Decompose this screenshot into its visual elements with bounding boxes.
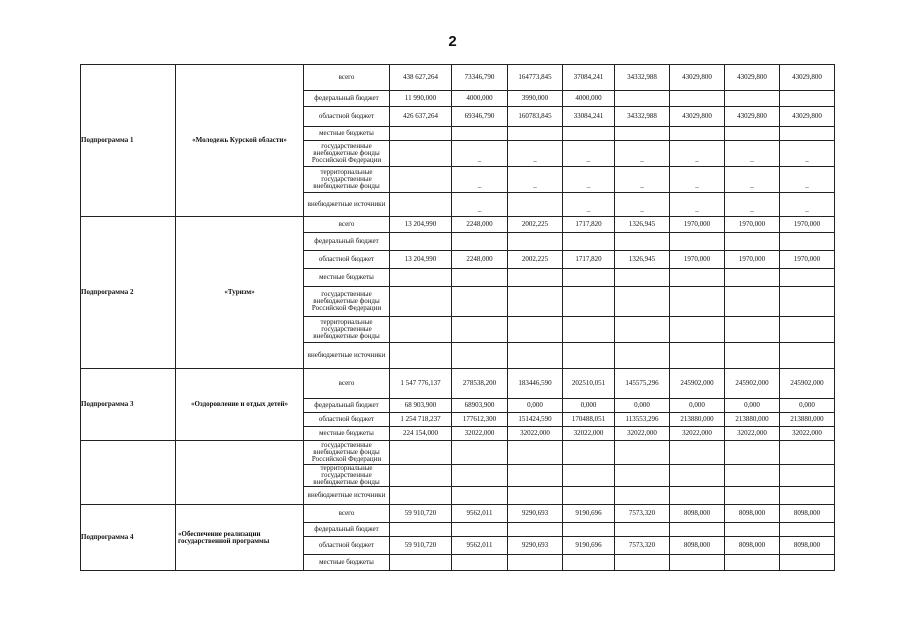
value-cell <box>508 317 563 343</box>
value-cell: 9190,696 <box>563 537 615 555</box>
value-cell: 151424,590 <box>508 413 563 427</box>
value-cell <box>780 441 835 465</box>
funding-source-cell: всего <box>304 369 390 399</box>
value-cell <box>390 193 452 217</box>
value-cell <box>615 465 670 487</box>
value-cell <box>670 555 725 571</box>
value-cell <box>452 555 508 571</box>
value-cell <box>725 343 780 369</box>
value-cell <box>725 317 780 343</box>
value-cell <box>390 287 452 317</box>
value-cell: 32022,000 <box>508 427 563 441</box>
value-cell <box>563 287 615 317</box>
value-cell: 43029,800 <box>780 107 835 127</box>
value-cell <box>563 487 615 505</box>
value-cell: 0,000 <box>563 399 615 413</box>
value-cell: 1970,000 <box>780 251 835 269</box>
value-cell: 1970,000 <box>670 251 725 269</box>
value-cell <box>615 343 670 369</box>
value-cell <box>508 465 563 487</box>
funding-source-cell: государственные внебюджетные фонды Российской Федерации <box>304 441 390 465</box>
value-cell: 43029,800 <box>725 107 780 127</box>
value-cell: 43029,800 <box>725 65 780 91</box>
value-cell: – <box>780 167 835 193</box>
value-cell: 177612,300 <box>452 413 508 427</box>
value-cell: 43029,800 <box>780 65 835 91</box>
value-cell <box>780 465 835 487</box>
value-cell <box>780 317 835 343</box>
funding-source-cell: внебюджетные источники <box>304 487 390 505</box>
table-row <box>81 217 835 233</box>
value-cell <box>390 441 452 465</box>
value-cell <box>670 441 725 465</box>
value-cell <box>452 523 508 537</box>
value-cell: – <box>615 193 670 217</box>
value-cell <box>508 441 563 465</box>
value-cell: 0,000 <box>670 399 725 413</box>
value-cell <box>390 465 452 487</box>
value-cell <box>670 487 725 505</box>
value-cell <box>390 167 452 193</box>
value-cell: 438 627,264 <box>390 65 452 91</box>
value-cell: 34332,988 <box>615 107 670 127</box>
value-cell: 2248,000 <box>452 251 508 269</box>
page-number: 2 <box>448 33 457 50</box>
value-cell: – <box>452 141 508 167</box>
funding-source-cell: территориальные государственные внебюджетные фонды <box>304 317 390 343</box>
value-cell: 37084,241 <box>563 65 615 91</box>
value-cell: 164773,845 <box>508 65 563 91</box>
value-cell: 68 903,900 <box>390 399 452 413</box>
funding-source-cell: местные бюджеты <box>304 127 390 141</box>
value-cell <box>452 287 508 317</box>
funding-source-cell: всего <box>304 217 390 233</box>
value-cell: 170488,051 <box>563 413 615 427</box>
funding-source-cell: областной бюджет <box>304 413 390 427</box>
value-cell: 34332,988 <box>615 65 670 91</box>
value-cell: – <box>670 141 725 167</box>
value-cell: – <box>780 193 835 217</box>
value-cell <box>780 127 835 141</box>
funding-source-cell: государственные внебюджетные фонды Российской Федерации <box>304 141 390 167</box>
value-cell: 1326,945 <box>615 251 670 269</box>
value-cell: 43029,800 <box>670 107 725 127</box>
value-cell <box>563 523 615 537</box>
value-cell <box>452 441 508 465</box>
value-cell <box>670 465 725 487</box>
value-cell: 13 204,990 <box>390 251 452 269</box>
funding-source-cell: местные бюджеты <box>304 269 390 287</box>
value-cell: 32022,000 <box>452 427 508 441</box>
value-cell <box>615 317 670 343</box>
funding-source-cell: территориальные государственные внебюджетные фонды <box>304 465 390 487</box>
value-cell <box>615 233 670 251</box>
value-cell: 11 990,000 <box>390 91 452 107</box>
program-cell: Подпрограмма 4 <box>81 505 176 571</box>
value-cell <box>390 555 452 571</box>
funding-source-cell: всего <box>304 505 390 523</box>
value-cell <box>508 127 563 141</box>
value-cell <box>615 91 670 107</box>
value-cell: 32022,000 <box>670 427 725 441</box>
value-cell: – <box>725 167 780 193</box>
value-cell: 8098,000 <box>780 505 835 523</box>
value-cell: – <box>508 167 563 193</box>
value-cell <box>615 555 670 571</box>
value-cell <box>615 287 670 317</box>
value-cell <box>670 91 725 107</box>
value-cell: 2002,225 <box>508 251 563 269</box>
value-cell <box>390 233 452 251</box>
value-cell: 1970,000 <box>780 217 835 233</box>
budget-table-body <box>81 65 835 571</box>
value-cell: 1970,000 <box>725 217 780 233</box>
value-cell <box>670 523 725 537</box>
value-cell <box>563 343 615 369</box>
value-cell <box>563 233 615 251</box>
value-cell <box>390 127 452 141</box>
table-row <box>81 441 835 465</box>
value-cell: 3990,000 <box>508 91 563 107</box>
value-cell: 43029,800 <box>670 65 725 91</box>
value-cell: – <box>615 167 670 193</box>
value-cell: 1326,945 <box>615 217 670 233</box>
value-cell <box>563 465 615 487</box>
value-cell: 1 547 776,137 <box>390 369 452 399</box>
funding-source-cell: местные бюджеты <box>304 555 390 571</box>
value-cell: 8098,000 <box>780 537 835 555</box>
value-cell <box>725 127 780 141</box>
funding-source-cell: внебюджетные источники <box>304 193 390 217</box>
funding-source-cell: внебюджетные источники <box>304 343 390 369</box>
value-cell <box>780 523 835 537</box>
value-cell: 183446,590 <box>508 369 563 399</box>
value-cell <box>452 487 508 505</box>
value-cell <box>508 233 563 251</box>
value-cell <box>452 317 508 343</box>
value-cell <box>390 487 452 505</box>
funding-source-cell: всего <box>304 65 390 91</box>
funding-source-cell: областной бюджет <box>304 251 390 269</box>
value-cell <box>508 343 563 369</box>
funding-source-cell: федеральный бюджет <box>304 399 390 413</box>
value-cell: 9190,696 <box>563 505 615 523</box>
value-cell <box>725 287 780 317</box>
value-cell: 68903,900 <box>452 399 508 413</box>
value-cell: 213880,000 <box>670 413 725 427</box>
value-cell <box>725 233 780 251</box>
value-cell: 8098,000 <box>670 537 725 555</box>
value-cell <box>563 441 615 465</box>
program-name-cell: «Туризм» <box>176 217 304 369</box>
value-cell: – <box>452 193 508 217</box>
value-cell <box>508 487 563 505</box>
value-cell <box>563 555 615 571</box>
value-cell <box>615 269 670 287</box>
value-cell <box>390 317 452 343</box>
value-cell <box>725 269 780 287</box>
value-cell: 32022,000 <box>725 427 780 441</box>
value-cell: – <box>725 141 780 167</box>
value-cell: 9290,693 <box>508 505 563 523</box>
value-cell <box>670 317 725 343</box>
value-cell: 1970,000 <box>725 251 780 269</box>
value-cell: 7573,320 <box>615 505 670 523</box>
value-cell <box>615 441 670 465</box>
value-cell: 33084,241 <box>563 107 615 127</box>
empty-cell <box>176 441 304 505</box>
value-cell <box>725 465 780 487</box>
value-cell: 32022,000 <box>563 427 615 441</box>
funding-source-cell: федеральный бюджет <box>304 233 390 251</box>
value-cell <box>780 287 835 317</box>
value-cell <box>508 269 563 287</box>
funding-source-cell: областной бюджет <box>304 537 390 555</box>
value-cell: 0,000 <box>725 399 780 413</box>
value-cell: 1717,820 <box>563 217 615 233</box>
value-cell: 2248,000 <box>452 217 508 233</box>
table-row <box>81 65 835 91</box>
value-cell: 213880,000 <box>780 413 835 427</box>
program-name-cell: «Оздоровление и отдых детей» <box>176 369 304 441</box>
value-cell <box>615 523 670 537</box>
value-cell <box>508 193 563 217</box>
value-cell: 32022,000 <box>780 427 835 441</box>
value-cell: 113553,296 <box>615 413 670 427</box>
value-cell <box>390 269 452 287</box>
value-cell: 245902,000 <box>670 369 725 399</box>
value-cell: 145575,296 <box>615 369 670 399</box>
value-cell: 9290,693 <box>508 537 563 555</box>
table-row <box>81 369 835 399</box>
value-cell: 13 204,990 <box>390 217 452 233</box>
funding-source-cell: местные бюджеты <box>304 427 390 441</box>
value-cell <box>670 127 725 141</box>
value-cell <box>452 465 508 487</box>
value-cell: – <box>563 167 615 193</box>
value-cell <box>563 127 615 141</box>
value-cell: 9562,011 <box>452 505 508 523</box>
value-cell: 7573,320 <box>615 537 670 555</box>
value-cell <box>452 127 508 141</box>
value-cell: – <box>615 141 670 167</box>
value-cell: 0,000 <box>508 399 563 413</box>
value-cell: 59 910,720 <box>390 505 452 523</box>
value-cell: 8098,000 <box>725 537 780 555</box>
value-cell: 1717,820 <box>563 251 615 269</box>
value-cell: 32022,000 <box>615 427 670 441</box>
value-cell <box>563 317 615 343</box>
value-cell: 245902,000 <box>780 369 835 399</box>
value-cell <box>780 91 835 107</box>
value-cell <box>670 343 725 369</box>
value-cell <box>452 269 508 287</box>
value-cell: – <box>670 193 725 217</box>
table-row <box>81 505 835 523</box>
value-cell: 8098,000 <box>725 505 780 523</box>
value-cell: 59 910,720 <box>390 537 452 555</box>
value-cell <box>508 523 563 537</box>
program-name-cell: «Молодежь Курской области» <box>176 65 304 217</box>
budget-table <box>80 64 835 571</box>
value-cell: 0,000 <box>615 399 670 413</box>
value-cell: 1970,000 <box>670 217 725 233</box>
value-cell <box>508 287 563 317</box>
value-cell: – <box>508 141 563 167</box>
value-cell <box>615 127 670 141</box>
value-cell: – <box>563 193 615 217</box>
funding-source-cell: федеральный бюджет <box>304 91 390 107</box>
value-cell: 213880,000 <box>725 413 780 427</box>
funding-source-cell: территориальные государственные внебюджетные фонды <box>304 167 390 193</box>
value-cell <box>780 343 835 369</box>
value-cell <box>780 233 835 251</box>
value-cell <box>615 487 670 505</box>
value-cell <box>508 555 563 571</box>
value-cell: 4000,000 <box>452 91 508 107</box>
value-cell: 245902,000 <box>725 369 780 399</box>
value-cell: 2002,225 <box>508 217 563 233</box>
value-cell <box>670 269 725 287</box>
value-cell <box>390 523 452 537</box>
value-cell: – <box>780 141 835 167</box>
value-cell <box>780 269 835 287</box>
empty-cell <box>81 441 176 505</box>
value-cell <box>563 269 615 287</box>
funding-source-cell: областной бюджет <box>304 107 390 127</box>
value-cell: 8098,000 <box>670 505 725 523</box>
value-cell <box>725 523 780 537</box>
value-cell: 9562,011 <box>452 537 508 555</box>
value-cell <box>725 487 780 505</box>
value-cell: 1 254 718,237 <box>390 413 452 427</box>
value-cell <box>725 91 780 107</box>
value-cell <box>452 343 508 369</box>
program-cell: Подпрограмма 3 <box>81 369 176 441</box>
value-cell <box>725 441 780 465</box>
funding-source-cell: федеральный бюджет <box>304 523 390 537</box>
value-cell <box>670 287 725 317</box>
funding-source-cell: государственные внебюджетные фонды Российской Федерации <box>304 287 390 317</box>
value-cell: 202510,051 <box>563 369 615 399</box>
value-cell: – <box>670 167 725 193</box>
value-cell: 4000,000 <box>563 91 615 107</box>
value-cell <box>390 343 452 369</box>
program-cell: Подпрограмма 2 <box>81 217 176 369</box>
program-cell: Подпрограмма 1 <box>81 65 176 217</box>
value-cell: 278538,200 <box>452 369 508 399</box>
program-name-cell: «Обеспечение реализации государственной программы <box>176 505 304 571</box>
value-cell <box>780 487 835 505</box>
value-cell <box>670 233 725 251</box>
value-cell: – <box>563 141 615 167</box>
value-cell: 0,000 <box>780 399 835 413</box>
value-cell <box>390 141 452 167</box>
value-cell: 224 154,000 <box>390 427 452 441</box>
value-cell: 160783,845 <box>508 107 563 127</box>
value-cell: 73346,790 <box>452 65 508 91</box>
value-cell: 69346,790 <box>452 107 508 127</box>
value-cell: – <box>452 167 508 193</box>
value-cell: 426 637,264 <box>390 107 452 127</box>
value-cell <box>780 555 835 571</box>
value-cell: – <box>725 193 780 217</box>
value-cell <box>725 555 780 571</box>
value-cell <box>452 233 508 251</box>
